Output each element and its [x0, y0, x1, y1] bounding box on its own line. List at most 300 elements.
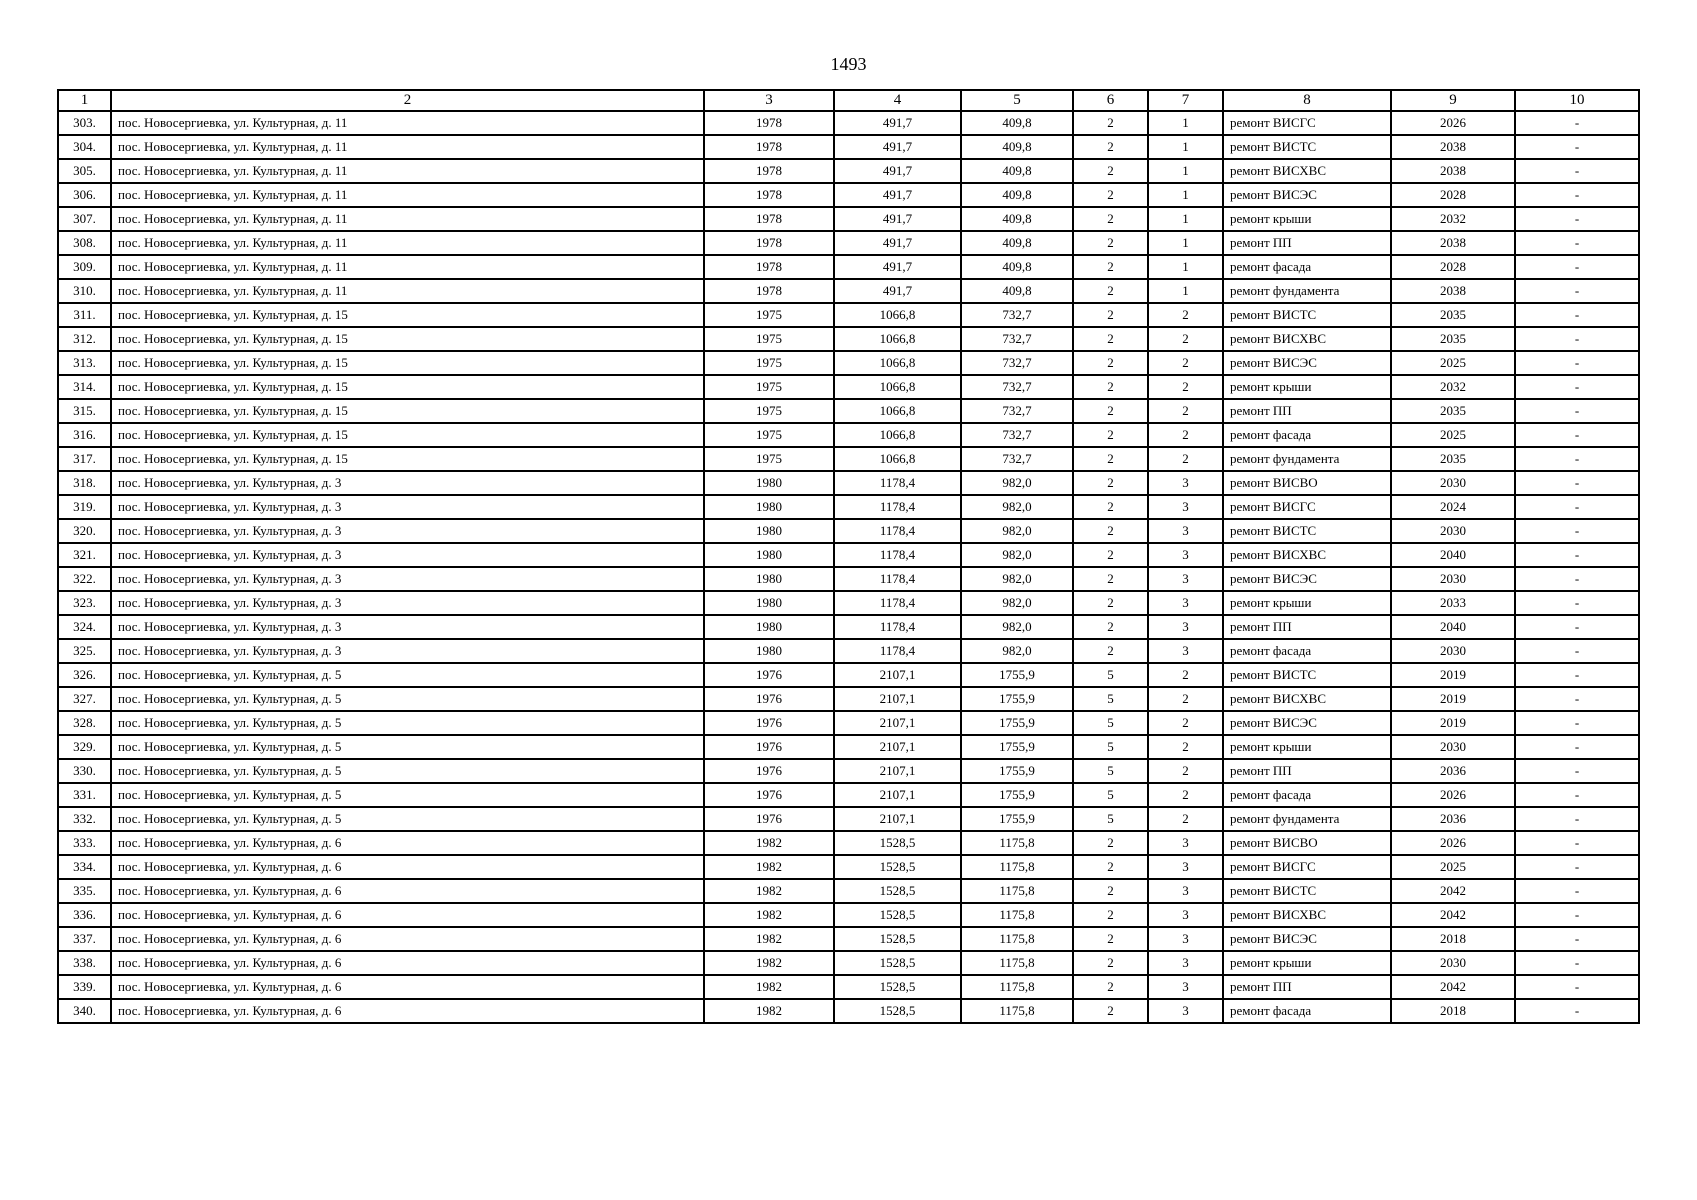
- cell-note: -: [1515, 975, 1639, 999]
- cell-planned-year: 2036: [1391, 759, 1515, 783]
- cell-total-area: 1066,8: [834, 447, 961, 471]
- cell-entrances: 3: [1148, 639, 1223, 663]
- cell-entrances: 2: [1148, 807, 1223, 831]
- cell-living-area: 1755,9: [961, 687, 1073, 711]
- cell-floors: 5: [1073, 783, 1148, 807]
- cell-work-type: ремонт ВИСЭС: [1223, 711, 1391, 735]
- cell-address: пос. Новосергиевка, ул. Культурная, д. 11: [111, 111, 704, 135]
- cell-floors: 2: [1073, 183, 1148, 207]
- cell-planned-year: 2025: [1391, 351, 1515, 375]
- cell-entrances: 3: [1148, 831, 1223, 855]
- repair-schedule-table: [57, 89, 1640, 1024]
- cell-row-number: 323.: [58, 591, 111, 615]
- table-row: [58, 735, 1639, 759]
- cell-planned-year: 2035: [1391, 399, 1515, 423]
- cell-row-number: 321.: [58, 543, 111, 567]
- cell-year-built: 1975: [704, 423, 834, 447]
- cell-work-type: ремонт крыши: [1223, 951, 1391, 975]
- column-header: 5: [961, 90, 1073, 111]
- cell-note: -: [1515, 831, 1639, 855]
- table-row: [58, 135, 1639, 159]
- cell-entrances: 3: [1148, 567, 1223, 591]
- cell-living-area: 1175,8: [961, 975, 1073, 999]
- cell-work-type: ремонт крыши: [1223, 207, 1391, 231]
- cell-living-area: 732,7: [961, 351, 1073, 375]
- cell-total-area: 1528,5: [834, 999, 961, 1023]
- table-row: [58, 903, 1639, 927]
- cell-work-type: ремонт крыши: [1223, 375, 1391, 399]
- cell-work-type: ремонт ВИСТС: [1223, 879, 1391, 903]
- cell-living-area: 982,0: [961, 591, 1073, 615]
- cell-address: пос. Новосергиевка, ул. Культурная, д. 3: [111, 639, 704, 663]
- cell-floors: 2: [1073, 447, 1148, 471]
- cell-note: -: [1515, 447, 1639, 471]
- cell-total-area: 491,7: [834, 135, 961, 159]
- cell-total-area: 1178,4: [834, 567, 961, 591]
- cell-planned-year: 2038: [1391, 135, 1515, 159]
- cell-year-built: 1975: [704, 351, 834, 375]
- cell-entrances: 2: [1148, 303, 1223, 327]
- cell-living-area: 1175,8: [961, 879, 1073, 903]
- cell-floors: 5: [1073, 687, 1148, 711]
- cell-floors: 2: [1073, 279, 1148, 303]
- cell-total-area: 1178,4: [834, 519, 961, 543]
- column-header: 3: [704, 90, 834, 111]
- cell-note: -: [1515, 615, 1639, 639]
- cell-planned-year: 2030: [1391, 951, 1515, 975]
- cell-work-type: ремонт ВИСХВС: [1223, 903, 1391, 927]
- cell-living-area: 982,0: [961, 615, 1073, 639]
- cell-entrances: 1: [1148, 111, 1223, 135]
- table-row: [58, 879, 1639, 903]
- cell-work-type: ремонт фундамента: [1223, 807, 1391, 831]
- cell-floors: 2: [1073, 975, 1148, 999]
- cell-note: -: [1515, 735, 1639, 759]
- cell-living-area: 732,7: [961, 447, 1073, 471]
- cell-total-area: 2107,1: [834, 735, 961, 759]
- cell-living-area: 982,0: [961, 495, 1073, 519]
- cell-total-area: 1528,5: [834, 975, 961, 999]
- cell-living-area: 1175,8: [961, 951, 1073, 975]
- cell-living-area: 732,7: [961, 375, 1073, 399]
- cell-row-number: 324.: [58, 615, 111, 639]
- cell-note: -: [1515, 543, 1639, 567]
- cell-row-number: 318.: [58, 471, 111, 495]
- table-row: [58, 951, 1639, 975]
- column-header: 10: [1515, 90, 1639, 111]
- cell-address: пос. Новосергиевка, ул. Культурная, д. 15: [111, 399, 704, 423]
- cell-address: пос. Новосергиевка, ул. Культурная, д. 5: [111, 711, 704, 735]
- cell-entrances: 3: [1148, 879, 1223, 903]
- table-row: [58, 783, 1639, 807]
- cell-total-area: 1178,4: [834, 543, 961, 567]
- cell-total-area: 491,7: [834, 255, 961, 279]
- cell-total-area: 1066,8: [834, 303, 961, 327]
- cell-total-area: 1066,8: [834, 375, 961, 399]
- cell-floors: 5: [1073, 807, 1148, 831]
- cell-year-built: 1975: [704, 303, 834, 327]
- cell-planned-year: 2025: [1391, 423, 1515, 447]
- cell-address: пос. Новосергиевка, ул. Культурная, д. 3: [111, 567, 704, 591]
- cell-total-area: 491,7: [834, 159, 961, 183]
- cell-year-built: 1982: [704, 999, 834, 1023]
- cell-row-number: 336.: [58, 903, 111, 927]
- cell-floors: 2: [1073, 855, 1148, 879]
- cell-planned-year: 2026: [1391, 783, 1515, 807]
- cell-address: пос. Новосергиевка, ул. Культурная, д. 15: [111, 375, 704, 399]
- cell-row-number: 310.: [58, 279, 111, 303]
- cell-total-area: 2107,1: [834, 807, 961, 831]
- cell-work-type: ремонт ПП: [1223, 975, 1391, 999]
- cell-floors: 2: [1073, 111, 1148, 135]
- cell-floors: 2: [1073, 255, 1148, 279]
- cell-work-type: ремонт ВИСХВС: [1223, 327, 1391, 351]
- cell-note: -: [1515, 351, 1639, 375]
- cell-floors: 5: [1073, 735, 1148, 759]
- cell-address: пос. Новосергиевка, ул. Культурная, д. 5: [111, 807, 704, 831]
- cell-row-number: 337.: [58, 927, 111, 951]
- table-row: [58, 423, 1639, 447]
- cell-entrances: 2: [1148, 735, 1223, 759]
- cell-work-type: ремонт ВИСХВС: [1223, 687, 1391, 711]
- cell-row-number: 325.: [58, 639, 111, 663]
- cell-year-built: 1976: [704, 687, 834, 711]
- cell-planned-year: 2030: [1391, 519, 1515, 543]
- cell-row-number: 332.: [58, 807, 111, 831]
- cell-floors: 2: [1073, 471, 1148, 495]
- cell-total-area: 491,7: [834, 231, 961, 255]
- cell-note: -: [1515, 135, 1639, 159]
- cell-planned-year: 2042: [1391, 975, 1515, 999]
- cell-address: пос. Новосергиевка, ул. Культурная, д. 5: [111, 783, 704, 807]
- cell-total-area: 1178,4: [834, 615, 961, 639]
- cell-address: пос. Новосергиевка, ул. Культурная, д. 3: [111, 591, 704, 615]
- cell-entrances: 1: [1148, 207, 1223, 231]
- cell-note: -: [1515, 255, 1639, 279]
- cell-total-area: 1178,4: [834, 495, 961, 519]
- table-row: [58, 111, 1639, 135]
- cell-year-built: 1982: [704, 975, 834, 999]
- cell-living-area: 1755,9: [961, 759, 1073, 783]
- table-row: [58, 447, 1639, 471]
- cell-row-number: 334.: [58, 855, 111, 879]
- cell-entrances: 3: [1148, 951, 1223, 975]
- cell-year-built: 1980: [704, 567, 834, 591]
- cell-planned-year: 2030: [1391, 735, 1515, 759]
- cell-entrances: 2: [1148, 327, 1223, 351]
- cell-living-area: 982,0: [961, 471, 1073, 495]
- cell-row-number: 338.: [58, 951, 111, 975]
- cell-entrances: 3: [1148, 975, 1223, 999]
- cell-note: -: [1515, 399, 1639, 423]
- cell-row-number: 316.: [58, 423, 111, 447]
- cell-year-built: 1982: [704, 879, 834, 903]
- cell-entrances: 1: [1148, 255, 1223, 279]
- cell-living-area: 409,8: [961, 207, 1073, 231]
- cell-address: пос. Новосергиевка, ул. Культурная, д. 5: [111, 735, 704, 759]
- cell-living-area: 1175,8: [961, 903, 1073, 927]
- cell-year-built: 1975: [704, 399, 834, 423]
- cell-work-type: ремонт ВИСВО: [1223, 471, 1391, 495]
- cell-work-type: ремонт ВИСТС: [1223, 519, 1391, 543]
- cell-note: -: [1515, 231, 1639, 255]
- cell-year-built: 1975: [704, 447, 834, 471]
- cell-row-number: 330.: [58, 759, 111, 783]
- cell-planned-year: 2025: [1391, 855, 1515, 879]
- cell-total-area: 2107,1: [834, 663, 961, 687]
- table-row: [58, 831, 1639, 855]
- cell-year-built: 1980: [704, 471, 834, 495]
- cell-entrances: 3: [1148, 495, 1223, 519]
- cell-living-area: 409,8: [961, 135, 1073, 159]
- cell-note: -: [1515, 183, 1639, 207]
- cell-total-area: 2107,1: [834, 687, 961, 711]
- cell-total-area: 1066,8: [834, 327, 961, 351]
- cell-work-type: ремонт фасада: [1223, 255, 1391, 279]
- cell-living-area: 982,0: [961, 567, 1073, 591]
- cell-address: пос. Новосергиевка, ул. Культурная, д. 15: [111, 351, 704, 375]
- cell-work-type: ремонт ВИСЭС: [1223, 183, 1391, 207]
- cell-year-built: 1980: [704, 519, 834, 543]
- cell-living-area: 982,0: [961, 639, 1073, 663]
- cell-work-type: ремонт фасада: [1223, 783, 1391, 807]
- cell-entrances: 1: [1148, 183, 1223, 207]
- cell-entrances: 3: [1148, 855, 1223, 879]
- cell-work-type: ремонт ВИСЭС: [1223, 927, 1391, 951]
- cell-living-area: 409,8: [961, 159, 1073, 183]
- cell-entrances: 3: [1148, 999, 1223, 1023]
- cell-year-built: 1980: [704, 495, 834, 519]
- cell-year-built: 1982: [704, 927, 834, 951]
- table-row: [58, 351, 1639, 375]
- table-row: [58, 375, 1639, 399]
- cell-row-number: 329.: [58, 735, 111, 759]
- cell-floors: 5: [1073, 663, 1148, 687]
- cell-year-built: 1978: [704, 183, 834, 207]
- table-row: [58, 663, 1639, 687]
- cell-entrances: 3: [1148, 615, 1223, 639]
- cell-row-number: 305.: [58, 159, 111, 183]
- table-row: [58, 303, 1639, 327]
- cell-total-area: 1528,5: [834, 831, 961, 855]
- cell-work-type: ремонт ВИСГС: [1223, 111, 1391, 135]
- cell-year-built: 1978: [704, 255, 834, 279]
- cell-living-area: 1175,8: [961, 927, 1073, 951]
- cell-planned-year: 2035: [1391, 447, 1515, 471]
- cell-living-area: 1755,9: [961, 735, 1073, 759]
- cell-floors: 2: [1073, 351, 1148, 375]
- cell-planned-year: 2018: [1391, 927, 1515, 951]
- cell-total-area: 1528,5: [834, 951, 961, 975]
- cell-planned-year: 2033: [1391, 591, 1515, 615]
- column-header: 6: [1073, 90, 1148, 111]
- cell-living-area: 409,8: [961, 231, 1073, 255]
- cell-entrances: 3: [1148, 927, 1223, 951]
- cell-living-area: 409,8: [961, 255, 1073, 279]
- table-row: [58, 255, 1639, 279]
- cell-floors: 2: [1073, 327, 1148, 351]
- cell-address: пос. Новосергиевка, ул. Культурная, д. 15: [111, 423, 704, 447]
- cell-living-area: 732,7: [961, 327, 1073, 351]
- cell-floors: 2: [1073, 903, 1148, 927]
- cell-planned-year: 2026: [1391, 111, 1515, 135]
- cell-planned-year: 2019: [1391, 711, 1515, 735]
- table-row: [58, 231, 1639, 255]
- cell-row-number: 320.: [58, 519, 111, 543]
- cell-row-number: 327.: [58, 687, 111, 711]
- column-header: 2: [111, 90, 704, 111]
- cell-planned-year: 2030: [1391, 567, 1515, 591]
- table-row: [58, 615, 1639, 639]
- cell-total-area: 1528,5: [834, 903, 961, 927]
- cell-floors: 2: [1073, 399, 1148, 423]
- cell-total-area: 1178,4: [834, 591, 961, 615]
- cell-living-area: 732,7: [961, 423, 1073, 447]
- cell-year-built: 1978: [704, 231, 834, 255]
- cell-note: -: [1515, 807, 1639, 831]
- cell-floors: 2: [1073, 543, 1148, 567]
- cell-row-number: 333.: [58, 831, 111, 855]
- cell-row-number: 306.: [58, 183, 111, 207]
- cell-entrances: 1: [1148, 231, 1223, 255]
- column-header: 4: [834, 90, 961, 111]
- cell-note: -: [1515, 423, 1639, 447]
- cell-address: пос. Новосергиевка, ул. Культурная, д. 6: [111, 927, 704, 951]
- cell-total-area: 1178,4: [834, 471, 961, 495]
- cell-address: пос. Новосергиевка, ул. Культурная, д. 6: [111, 903, 704, 927]
- cell-note: -: [1515, 951, 1639, 975]
- cell-address: пос. Новосергиевка, ул. Культурная, д. 3: [111, 543, 704, 567]
- cell-address: пос. Новосергиевка, ул. Культурная, д. 11: [111, 135, 704, 159]
- cell-address: пос. Новосергиевка, ул. Культурная, д. 15: [111, 303, 704, 327]
- cell-year-built: 1976: [704, 807, 834, 831]
- table-row: [58, 471, 1639, 495]
- column-header: 1: [58, 90, 111, 111]
- cell-floors: 2: [1073, 831, 1148, 855]
- cell-living-area: 1755,9: [961, 663, 1073, 687]
- cell-total-area: 1178,4: [834, 639, 961, 663]
- cell-row-number: 313.: [58, 351, 111, 375]
- cell-planned-year: 2026: [1391, 831, 1515, 855]
- table-row: [58, 855, 1639, 879]
- cell-work-type: ремонт крыши: [1223, 735, 1391, 759]
- cell-entrances: 2: [1148, 447, 1223, 471]
- cell-planned-year: 2040: [1391, 543, 1515, 567]
- table-row: [58, 591, 1639, 615]
- cell-planned-year: 2019: [1391, 687, 1515, 711]
- cell-address: пос. Новосергиевка, ул. Культурная, д. 6: [111, 855, 704, 879]
- cell-planned-year: 2038: [1391, 231, 1515, 255]
- cell-address: пос. Новосергиевка, ул. Культурная, д. 15: [111, 327, 704, 351]
- cell-living-area: 982,0: [961, 543, 1073, 567]
- cell-floors: 2: [1073, 231, 1148, 255]
- cell-floors: 2: [1073, 999, 1148, 1023]
- cell-planned-year: 2032: [1391, 375, 1515, 399]
- cell-entrances: 2: [1148, 783, 1223, 807]
- cell-row-number: 303.: [58, 111, 111, 135]
- table-row: [58, 399, 1639, 423]
- cell-row-number: 319.: [58, 495, 111, 519]
- cell-note: -: [1515, 303, 1639, 327]
- cell-living-area: 732,7: [961, 399, 1073, 423]
- table-row: [58, 183, 1639, 207]
- cell-floors: 2: [1073, 879, 1148, 903]
- cell-note: -: [1515, 879, 1639, 903]
- table-row: [58, 543, 1639, 567]
- cell-planned-year: 2038: [1391, 279, 1515, 303]
- cell-work-type: ремонт ПП: [1223, 399, 1391, 423]
- cell-address: пос. Новосергиевка, ул. Культурная, д. 11: [111, 183, 704, 207]
- cell-planned-year: 2038: [1391, 159, 1515, 183]
- cell-total-area: 1528,5: [834, 927, 961, 951]
- cell-floors: 5: [1073, 711, 1148, 735]
- cell-year-built: 1978: [704, 279, 834, 303]
- cell-floors: 2: [1073, 207, 1148, 231]
- cell-year-built: 1976: [704, 663, 834, 687]
- cell-year-built: 1975: [704, 375, 834, 399]
- cell-total-area: 2107,1: [834, 759, 961, 783]
- cell-floors: 2: [1073, 927, 1148, 951]
- cell-planned-year: 2030: [1391, 639, 1515, 663]
- cell-note: -: [1515, 519, 1639, 543]
- cell-floors: 2: [1073, 495, 1148, 519]
- cell-living-area: 409,8: [961, 279, 1073, 303]
- cell-note: -: [1515, 927, 1639, 951]
- cell-living-area: 409,8: [961, 183, 1073, 207]
- cell-address: пос. Новосергиевка, ул. Культурная, д. 5: [111, 759, 704, 783]
- cell-note: -: [1515, 711, 1639, 735]
- cell-note: -: [1515, 759, 1639, 783]
- cell-entrances: 2: [1148, 687, 1223, 711]
- cell-address: пос. Новосергиевка, ул. Культурная, д. 6: [111, 951, 704, 975]
- cell-living-area: 982,0: [961, 519, 1073, 543]
- cell-entrances: 3: [1148, 591, 1223, 615]
- cell-row-number: 322.: [58, 567, 111, 591]
- cell-row-number: 311.: [58, 303, 111, 327]
- cell-floors: 5: [1073, 759, 1148, 783]
- cell-planned-year: 2032: [1391, 207, 1515, 231]
- cell-floors: 2: [1073, 567, 1148, 591]
- cell-year-built: 1978: [704, 159, 834, 183]
- cell-planned-year: 2036: [1391, 807, 1515, 831]
- cell-entrances: 1: [1148, 135, 1223, 159]
- table-row: [58, 279, 1639, 303]
- cell-address: пос. Новосергиевка, ул. Культурная, д. 6: [111, 831, 704, 855]
- cell-work-type: ремонт фасада: [1223, 423, 1391, 447]
- cell-total-area: 491,7: [834, 207, 961, 231]
- table-row: [58, 711, 1639, 735]
- cell-floors: 2: [1073, 639, 1148, 663]
- table-row: [58, 759, 1639, 783]
- column-header: 9: [1391, 90, 1515, 111]
- cell-row-number: 339.: [58, 975, 111, 999]
- table-row: [58, 159, 1639, 183]
- table-row: [58, 687, 1639, 711]
- cell-living-area: 1175,8: [961, 855, 1073, 879]
- cell-note: -: [1515, 207, 1639, 231]
- cell-work-type: ремонт фундамента: [1223, 279, 1391, 303]
- cell-row-number: 317.: [58, 447, 111, 471]
- cell-note: -: [1515, 903, 1639, 927]
- cell-row-number: 314.: [58, 375, 111, 399]
- cell-year-built: 1982: [704, 831, 834, 855]
- cell-note: -: [1515, 567, 1639, 591]
- cell-note: -: [1515, 159, 1639, 183]
- cell-year-built: 1980: [704, 591, 834, 615]
- cell-address: пос. Новосергиевка, ул. Культурная, д. 11: [111, 207, 704, 231]
- cell-row-number: 335.: [58, 879, 111, 903]
- cell-total-area: 2107,1: [834, 783, 961, 807]
